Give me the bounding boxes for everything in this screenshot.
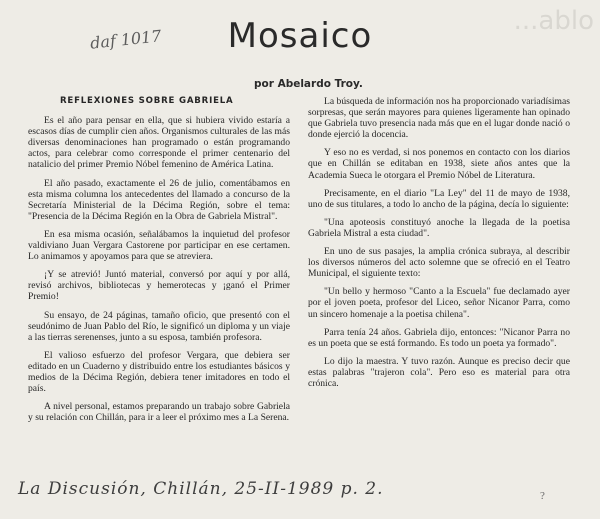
paragraph: Su ensayo, de 24 páginas, tamaño oficio, que presentó con el seudónimo de Juan Pablo del Río, le significó un diploma y un viaje a las tierras serenenses, junto a su esposa, también profesora. (28, 309, 290, 343)
left-column (28, 96, 290, 430)
paragraph: "Un bello y hermoso "Canto a la Escuela" fue declamado ayer por el joven poeta, profesor del Liceo, señor Nicanor Parra, como un sincero homenaje a la poetisa chilena". (308, 286, 570, 320)
section-title: REFLEXIONES SOBRE GABRIELA (60, 96, 234, 106)
paragraph: En esa misma ocasión, señalábamos la inquietud del profesor valdiviano Juan Vergara Castorene por participar en ese certamen. Lo animamos y apoyamos para que se atreviera. (28, 228, 290, 263)
paragraph: ¡Y se atrevió! Juntó material, conversó por aquí y por allá, revisó archivos, bibliotecas y hemerotecas y ¡ganó el Primer Premio! (28, 269, 290, 303)
paragraph: "Una apoteosis constituyó anoche la llegada de la poetisa Gabriela Mistral a esta ciudad". (308, 216, 570, 239)
right-column (308, 96, 570, 396)
handwritten-source-note: La Discusión, Chillán, 25-II-1989 p. 2. (18, 479, 384, 499)
corner-mark: ? (540, 490, 545, 502)
paragraph: Lo dijo la maestra. Y tuvo razón. Aunque es preciso decir que estas palabras "trajeron cola". Pero eso es material para otra crónica. (308, 355, 570, 389)
paragraph: En uno de sus pasajes, la amplia crónica subraya, al describir los diversos números del acto solemne que se ofreció en el Teatro Municipal, el siguiente texto: (308, 246, 570, 280)
handwritten-reference: daf 1017 (89, 26, 163, 53)
paragraph: Y eso no es verdad, si nos ponemos en contacto con los diarios que en Chillán se editaban en 1938, siete años antes que la Academia Sueca le otorgara el Premio Nóbel de Literatura. (308, 147, 570, 181)
column-title: Mosaico (227, 16, 373, 56)
paragraph: El valioso esfuerzo del profesor Vergara, que debiera ser editado en un Cuaderno y distribuido entre los estudiantes básicos y medios de la Décima Región, debiera tener imitadores en todo el país. (28, 349, 290, 395)
faint-background-text: ...ablo (513, 6, 594, 36)
paragraph: La búsqueda de información nos ha proporcionado variadísimas sorpresas, que serán mayores para quienes ligeramente han opinado que Gabriela tuvo presencia nada más que en el lugar donde nació o donde ejerció la docencia. (308, 96, 570, 141)
paragraph: El año pasado, exactamente el 26 de julio, comentábamos en esta misma columna los antecedentes del llamado a concurso de la Secretaría Ministerial de la Décima Región, sobre el tema: "Presencia de la Décima Región en la Obra de Gabriela Mistral". (28, 177, 290, 222)
paragraph: Parra tenía 24 años. Gabriela dijo, entonces: "Nicanor Parra no es un poeta que se está formando. Es todo un poeta ya formado". (308, 326, 570, 349)
paragraph: A nivel personal, estamos preparando un trabajo sobre Gabriela y su relación con Chillán, para ir a leer el próximo mes a La Serena. (28, 401, 290, 424)
author-byline: por Abelardo Troy. (254, 78, 363, 90)
paragraph: Es el año para pensar en ella, que si hubiera vivido estaría a escasos días de cumplir cien años. Organismos culturales de las más diversas denominaciones han programado o están programando actos, para celebrar como corresponde el primer centenario del natalicio del primer Premio Nóbel femenino de América Latina. (28, 115, 290, 171)
paragraph: Precisamente, en el diario "La Ley" del 11 de mayo de 1938, uno de sus titulares, a todo lo ancho de la página, decía lo siguiente: (308, 187, 570, 210)
